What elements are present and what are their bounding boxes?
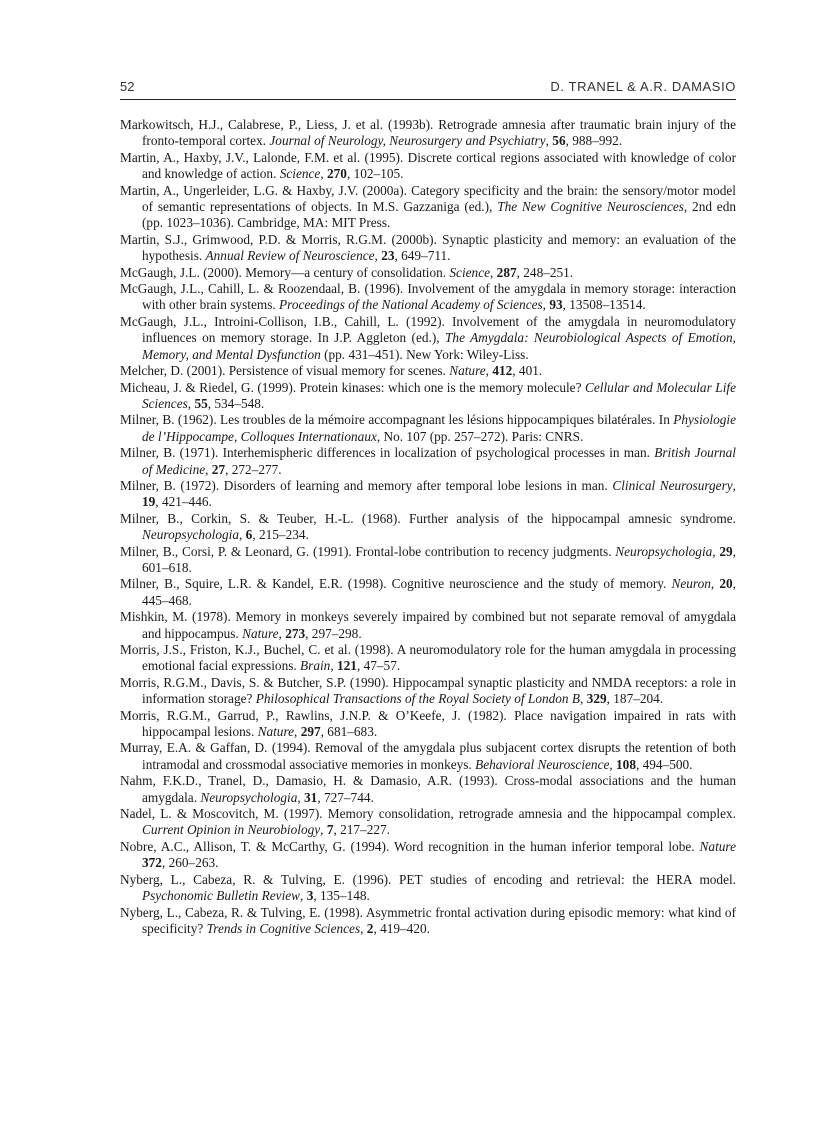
reference-entry: McGaugh, J.L. (2000). Memory—a century of consolidation. Science, 287, 248–251. <box>120 264 574 280</box>
reference-list <box>120 117 736 937</box>
page-number: 52 <box>120 79 135 94</box>
reference-entry: Martin, A., Ungerleider, L.G. & Haxby, J.V. (2000a). Category specificity and the brain: the sensory/motor model of semantic representations of objects. In M.S. Gazzaniga (ed.), The New Cognitive Neurosciences, 2nd edn (pp. 1023–1036). Cambridge, MA: MIT Press. <box>120 182 736 231</box>
reference-entry: Morris, R.G.M., Garrud, P., Rawlins, J.N.P. & O’Keefe, J. (1982). Place navigation impaired in rats with hippocampal lesions. Nature, 297, 681–683. <box>120 707 736 740</box>
reference-entry: Murray, E.A. & Gaffan, D. (1994). Removal of the amygdala plus subjacent cortex disrupts the retention of both intramodal and crossmodal associative memories in monkeys. Behavioral Neuroscience, 108, 494–500. <box>120 740 736 772</box>
reference-entry: Martin, S.J., Grimwood, P.D. & Morris, R.G.M. (2000b). Synaptic plasticity and memory: an evaluation of the hypothesis. Annual Review of Neuroscience, 23, 649–711. <box>120 231 736 264</box>
reference-entry: Markowitsch, H.J., Calabrese, P., Liess, J. et al. (1993b). Retrograde amnesia after traumatic brain injury of the fronto-temporal cortex. Journal of Neurology, Neurosurgery and Psychiatry, 56, 988–992. <box>120 117 736 149</box>
reference-entry: Nobre, A.C., Allison, T. & McCarthy, G. (1994). Word recognition in the human inferior temporal lobe. Nature 372, 260–263. <box>120 838 736 871</box>
reference-entry: Nyberg, L., Cabeza, R. & Tulving, E. (1996). PET studies of encoding and retrieval: the HERA model. Psychonomic Bulletin Review, 3, 135–148. <box>120 871 736 904</box>
reference-entry: Milner, B. (1972). Disorders of learning and memory after temporal lobe lesions in man. Clinical Neurosurgery, 19, 421–446. <box>120 477 736 510</box>
reference-entry: Nadel, L. & Moscovitch, M. (1997). Memory consolidation, retrograde amnesia and the hippocampal complex. Current Opinion in Neurobiology, 7, 217–227. <box>120 806 736 838</box>
reference-entry: Milner, B., Corkin, S. & Teuber, H.-L. (1968). Further analysis of the hippocampal amnesic syndrome. Neuropsychologia, 6, 215–234. <box>120 510 736 543</box>
reference-entry: Martin, A., Haxby, J.V., Lalonde, F.M. et al. (1995). Discrete cortical regions associated with knowledge of color and knowledge of action. Science, 270, 102–105. <box>120 149 736 182</box>
reference-entry: McGaugh, J.L., Cahill, L. & Roozendaal, B. (1996). Involvement of the amygdala in memory storage: interaction with other brain systems. Proceedings of the National Academy of Sciences, 93, 13508–13514. <box>120 281 736 313</box>
reference-entry: Milner, B. (1962). Les troubles de la mémoire accompagnant les lésions hippocampiques bilatérales. In Physiologie de l’Hippocampe, Colloques Internationaux, No. 107 (pp. 257–272). Paris: CNRS. <box>120 412 736 444</box>
running-title: D. TRANEL & A.R. DAMASIO <box>550 79 736 94</box>
reference-entry: Morris, J.S., Friston, K.J., Buchel, C. et al. (1998). A neuromodulatory role for the human amygdala in processing emotional facial expressions. Brain, 121, 47–57. <box>120 642 736 674</box>
reference-entry: Nahm, F.K.D., Tranel, D., Damasio, H. & Damasio, A.R. (1993). Cross-modal associations and the human amygdala. Neuropsychologia, 31, 727–744. <box>120 773 736 805</box>
reference-entry: McGaugh, J.L., Introini-Collison, I.B., Cahill, L. (1992). Involvement of the amygdala in neuromodulatory influences on memory storage. In J.P. Aggleton (ed.), The Amygdala: Neurobiological Aspects of Emotion, Memory, and Mental Dysfunction (pp. 431–451). New York: Wiley-Liss. <box>120 313 736 362</box>
reference-entry: Milner, B. (1971). Interhemispheric differences in localization of psychological processes in man. British Journal of Medicine, 27, 272–277. <box>120 445 736 477</box>
running-header <box>120 77 736 100</box>
reference-entry: Melcher, D. (2001). Persistence of visual memory for scenes. Nature, 412, 401. <box>120 363 543 379</box>
reference-entry: Morris, R.G.M., Davis, S. & Butcher, S.P. (1990). Hippocampal synaptic plasticity and NMDA receptors: a role in information storage? Philosophical Transactions of the Royal Society of London B, 329, 187–204. <box>120 674 736 707</box>
reference-entry: Micheau, J. & Riedel, G. (1999). Protein kinases: which one is the memory molecule? Cellular and Molecular Life Sciences, 55, 534–548. <box>120 379 736 411</box>
reference-entry: Milner, B., Corsi, P. & Leonard, G. (1991). Frontal-lobe contribution to recency judgments. Neuropsychologia, 29, 601–618. <box>120 543 736 575</box>
reference-entry: Nyberg, L., Cabeza, R. & Tulving, E. (1998). Asymmetric frontal activation during episodic memory: what kind of specificity? Trends in Cognitive Sciences, 2, 419–420. <box>120 904 736 936</box>
reference-entry: Mishkin, M. (1978). Memory in monkeys severely impaired by combined but not separate removal of amygdala and hippocampus. Nature, 273, 297–298. <box>120 609 736 641</box>
reference-entry: Milner, B., Squire, L.R. & Kandel, E.R. (1998). Cognitive neuroscience and the study of memory. Neuron, 20, 445–468. <box>120 576 736 608</box>
